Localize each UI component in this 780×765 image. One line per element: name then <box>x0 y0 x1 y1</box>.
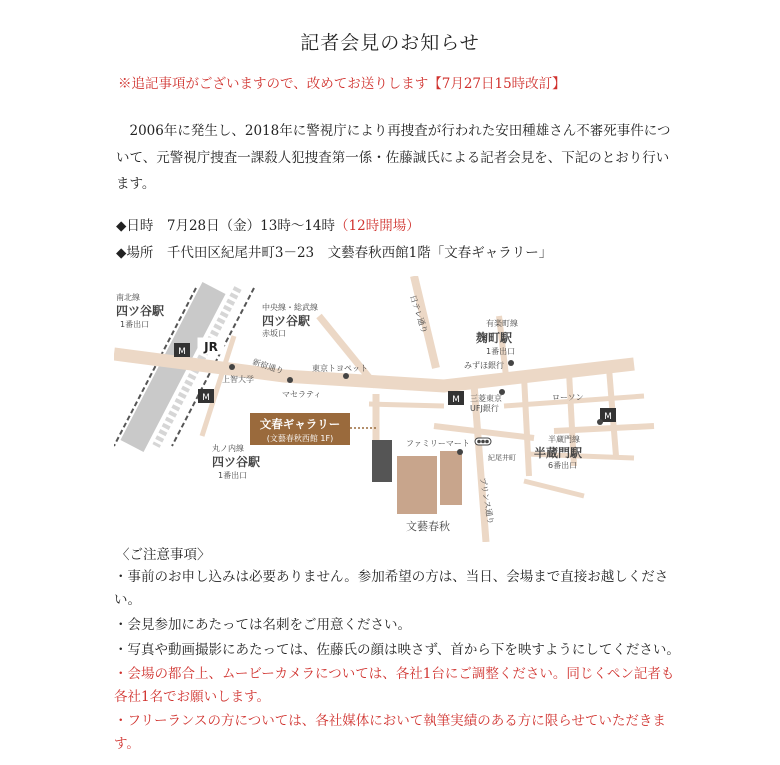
svg-text:M: M <box>202 393 210 403</box>
access-map <box>114 276 674 542</box>
page-title: 記者会見のお知らせ <box>300 32 480 54</box>
note-item: ・会場の都合上、ムービーカメラについては、各社1台にご調整ください。同じくペン記者も各社1名でお願いします。 <box>114 666 675 705</box>
revision-notice: ※追記事項がございますので、改めてお送りします【7月27日15時改訂】 <box>118 76 566 92</box>
datetime-label: ◆日時 7月28日（金）13時〜14時 <box>116 218 336 234</box>
hanzomon-line: 半蔵門線 <box>548 435 580 444</box>
marunouchi-station: 四ツ谷駅 <box>212 455 261 469</box>
street-prince: プリンス通り <box>478 476 496 526</box>
svg-text:M: M <box>604 412 612 422</box>
landmark-ufj-1: 三菱東京 <box>470 394 502 403</box>
landmark-ufj-2: UFJ銀行 <box>470 404 499 413</box>
landmark-lawson: ローソン <box>552 393 584 402</box>
gallery-sub: (文藝春秋西館 1F) <box>266 434 334 443</box>
landmark-sophia: 上智大学 <box>222 375 254 384</box>
pin-icon <box>508 360 514 366</box>
metro-icon <box>448 391 464 405</box>
building-bunshun-label: 文藝春秋 <box>406 520 450 533</box>
landmark-familymart: ファミリーマート <box>406 439 470 448</box>
note-item: ・写真や動画撮影にあたっては、佐藤氏の顔は映さず、首から下を映すようにしてください。 <box>114 642 680 658</box>
pin-icon <box>457 449 463 455</box>
yotsuya-nanboku-station: 四ツ谷駅 <box>116 304 165 318</box>
pin-icon <box>229 364 235 370</box>
marunouchi-exit: 1番出口 <box>218 471 248 480</box>
hanzomon-station: 半蔵門駅 <box>534 446 583 460</box>
bus-stop-icon <box>475 438 491 445</box>
svg-text:JR: JR <box>204 340 218 354</box>
svg-text:M: M <box>178 347 186 357</box>
yotsuya-nanboku-line: 南北線 <box>116 293 140 302</box>
landmark-kioi: 紀尾井町 <box>488 454 516 462</box>
marunouchi-line: 丸ノ内線 <box>212 444 244 453</box>
street-nittere: 日テレ通り <box>408 293 429 335</box>
gallery-name: 文春ギャラリー <box>259 417 341 431</box>
pin-icon <box>597 419 603 425</box>
jr-logo <box>198 338 224 354</box>
intro-paragraph: 2006年に発生し、2018年に警視庁により再捜査が行われた安田種雄さん不審死事件について、元警視庁捜査一課殺人犯捜査第一係・佐藤誠氏による記者会見を、下記のとおり行います。 <box>116 123 671 192</box>
building-bunshun <box>397 456 437 514</box>
svg-text:M: M <box>452 395 460 405</box>
yotsuya-chuo-line: 中央線・総武線 <box>262 303 318 312</box>
metro-icon <box>600 408 616 422</box>
yotsuya-chuo-station: 四ツ谷駅 <box>262 314 311 328</box>
note-item: ・事前のお申し込みは必要ありません。参加希望の方は、当日、会場まで直接お越しください。 <box>114 569 669 608</box>
kojimachi-line: 有楽町線 <box>486 319 518 328</box>
metro-icon <box>174 343 190 357</box>
kojimachi-exit: 1番出口 <box>486 347 516 356</box>
pin-icon <box>343 373 349 379</box>
street-shinjuku: 新宿通り <box>251 357 285 376</box>
hanzomon-exit: 6番出口 <box>548 461 578 470</box>
building-bunshun-annex <box>440 451 462 505</box>
metro-icon <box>198 389 214 403</box>
yotsuya-nanboku-exit: 1番出口 <box>120 320 150 329</box>
pin-icon <box>287 377 293 383</box>
landmark-toyopet: 東京トヨペット <box>312 364 368 373</box>
note-item: ・会見参加にあたっては名刺をご用意ください。 <box>114 617 411 633</box>
landmark-mizuho: みずほ銀行 <box>464 361 504 370</box>
event-datetime <box>116 214 420 234</box>
yotsuya-chuo-exit: 赤坂口 <box>262 329 286 338</box>
building-west <box>372 440 392 482</box>
event-place: ◆場所 千代田区紀尾井町3－23 文藝春秋西館1階「文春ギャラリー」 <box>116 245 553 261</box>
doors-open-note: （12時開場） <box>335 218 420 234</box>
landmark-macerati: マセラティ <box>282 390 322 399</box>
kojimachi-station: 麹町駅 <box>476 331 513 345</box>
gallery-marker <box>250 413 376 445</box>
notes-heading: 〈ご注意事項〉 <box>116 547 211 563</box>
note-item: ・フリーランスの方については、各社媒体において執筆実績のある方に限らせていただきます。 <box>114 713 666 752</box>
